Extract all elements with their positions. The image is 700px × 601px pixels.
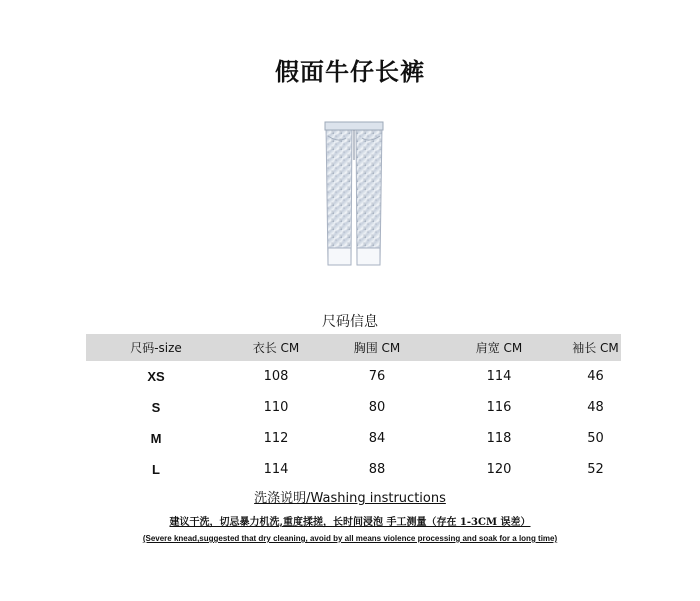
- sleeve-cell: 48: [587, 400, 604, 415]
- sleeve-cell: 46: [587, 369, 604, 384]
- table-row: [86, 454, 621, 485]
- table-row: [86, 361, 621, 392]
- washing-instructions-title: 洗涤说明/Washing instructions: [254, 491, 446, 506]
- chest-cell: 76: [368, 369, 386, 384]
- sleeve-cell: 50: [587, 431, 604, 446]
- header-length: 衣长 CM: [252, 341, 300, 355]
- table-row: [86, 423, 621, 454]
- header-chest: 胸围 CM: [353, 341, 401, 355]
- shoulder-cell: 120: [486, 462, 512, 477]
- jeans-right-leg: [356, 126, 382, 265]
- size-table-header: [86, 334, 621, 361]
- length-cell: 114: [263, 462, 289, 477]
- left-cuff: [328, 248, 351, 265]
- washing-note-en: (Severe knead,suggested that dry cleaning, avoid by all means violence processing and soak for a long time): [142, 534, 558, 543]
- right-cuff: [357, 248, 380, 265]
- length-cell: 108: [263, 369, 289, 384]
- size-cell: S: [151, 400, 161, 415]
- table-row: [86, 392, 621, 423]
- length-cell: 112: [263, 431, 289, 446]
- shoulder-cell: 118: [486, 431, 512, 446]
- size-info-heading: 尺码信息: [322, 314, 378, 330]
- size-table: [86, 334, 621, 485]
- jeans-left-leg: [326, 126, 352, 265]
- denim-jeans-image: [318, 118, 390, 272]
- size-cell: L: [152, 462, 160, 477]
- chest-cell: 88: [368, 462, 386, 477]
- header-size: 尺码-size: [130, 341, 182, 355]
- sleeve-cell: 52: [587, 462, 604, 477]
- shoulder-cell: 114: [486, 369, 512, 384]
- header-shoulder: 肩宽 CM: [475, 341, 523, 355]
- chest-cell: 84: [368, 431, 386, 446]
- size-cell: M: [150, 431, 162, 446]
- header-sleeve: 袖长 CM: [572, 341, 619, 355]
- washing-note-cn: 建议干洗，切忌暴力机洗,重度揉搓，长时间浸泡 手工测量（存在 1-3CM 误差）: [169, 517, 531, 528]
- chest-cell: 80: [368, 400, 386, 415]
- size-cell: XS: [147, 369, 165, 384]
- waistband: [325, 122, 383, 130]
- shoulder-cell: 116: [486, 400, 512, 415]
- product-title: 假面牛仔长裤: [275, 57, 425, 86]
- length-cell: 110: [263, 400, 289, 415]
